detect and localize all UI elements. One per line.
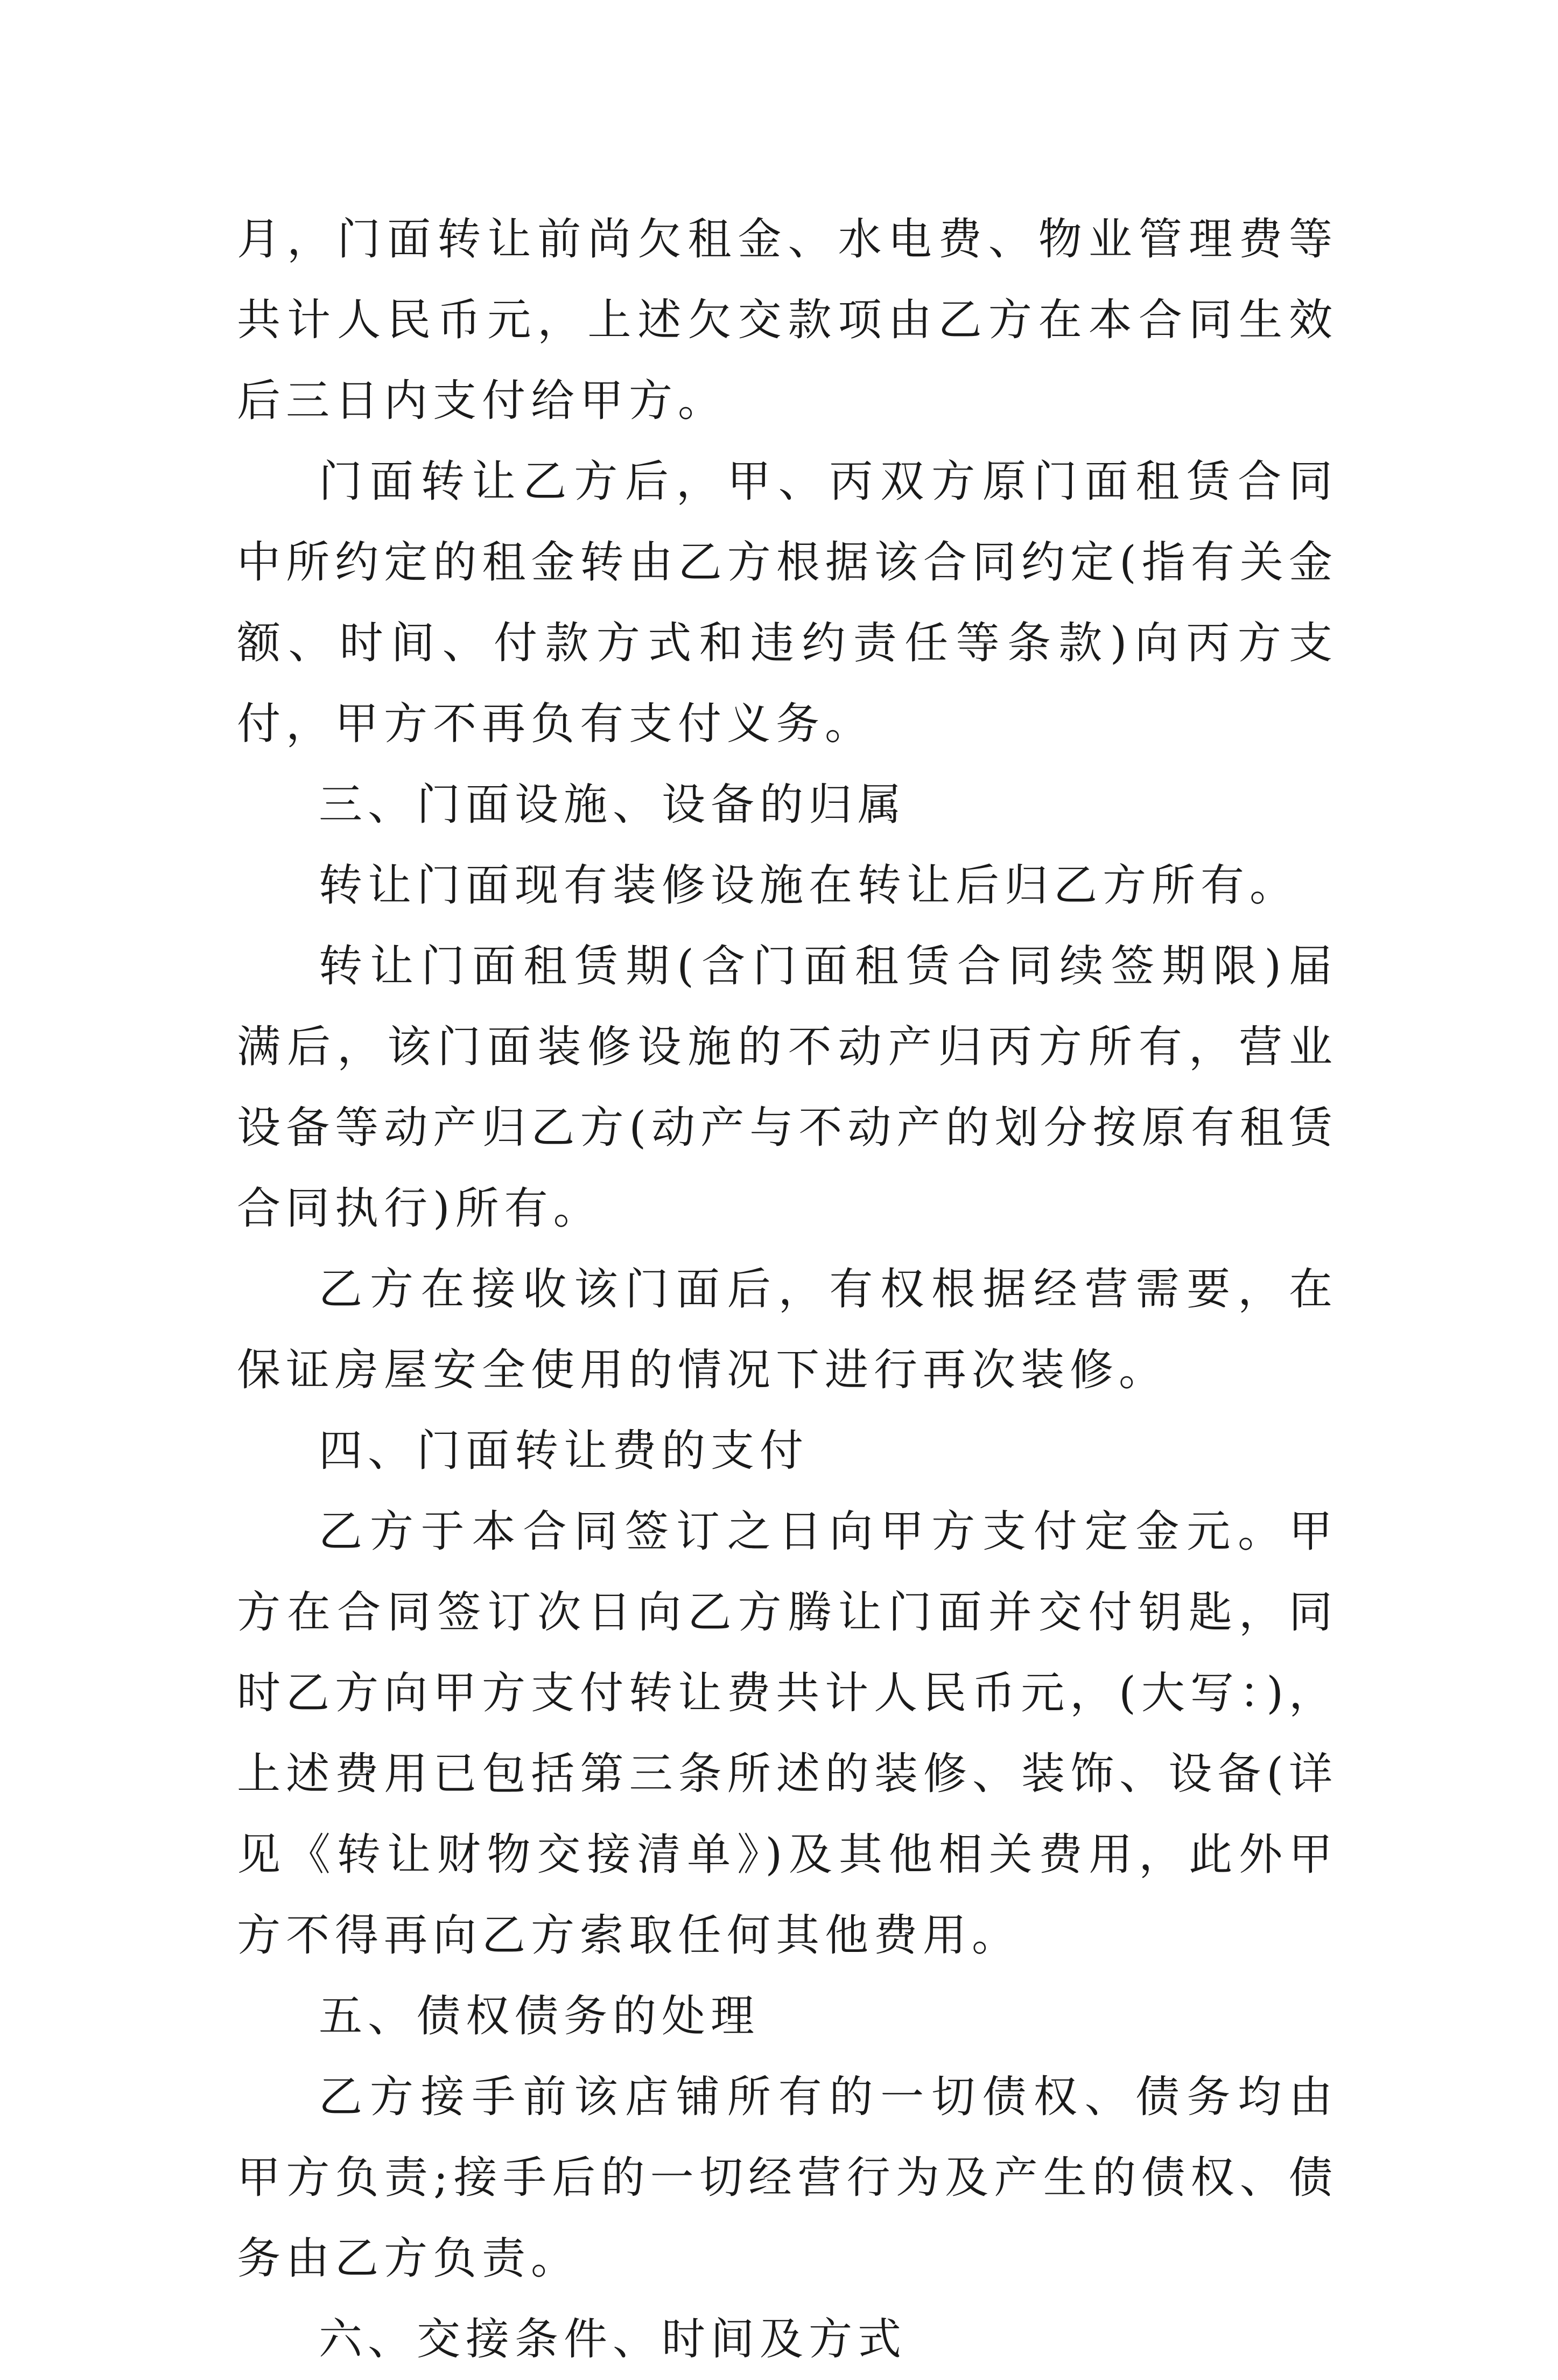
paragraph-lease-expiry: 转让门面租赁期(含门面租赁合同续签期限)届满后，该门面装修设施的不动产归丙方所有，营业设备等动产归乙方(动产与不动产的划分按原有租赁合同执行)所有。	[237, 941, 1338, 1234]
paragraph-rent-transfer: 门面转让乙方后，甲、丙双方原门面租赁合同中所约定的租金转由乙方根据该合同约定(指有关金额、时间、付款方式和违约责任等条款)向丙方支付，甲方不再负有支付义务。	[237, 457, 1338, 750]
section-heading-4: 四、门面转让费的支付	[319, 1426, 809, 1476]
paragraph-debts: 乙方接手前该店铺所有的一切债权、债务均由甲方负责;接手后的一切经营行为及产生的债权、债务由乙方负责。	[237, 2072, 1338, 2284]
paragraph-payment: 乙方于本合同签订之日向甲方支付定金元。甲方在合同签订次日向乙方腾让门面并交付钥匙，同时乙方向甲方支付转让费共计人民币元，(大写：)，上述费用已包括第三条所述的装修、装饰、设备(详见《转让财物交接清单》)及其他相关费用，此外甲方不得再向乙方索取任何其他费用。	[237, 1507, 1338, 1961]
document-body	[237, 199, 1338, 2380]
section-heading-5: 五、债权债务的处理	[319, 1991, 760, 2042]
section-heading-3: 三、门面设施、设备的归属	[319, 780, 907, 830]
section-heading-6: 六、交接条件、时间及方式	[319, 2314, 907, 2365]
paragraph-redecoration: 乙方在接收该门面后，有权根据经营需要，在保证房屋安全使用的情况下进行再次装修。	[237, 1264, 1338, 1396]
paragraph-arrears: 月，门面转让前尚欠租金、水电费、物业管理费等共计人民币元，上述欠交款项由乙方在本合同生效后三日内支付给甲方。	[237, 214, 1338, 426]
paragraph-decoration-ownership: 转让门面现有装修设施在转让后归乙方所有。	[319, 860, 1299, 911]
